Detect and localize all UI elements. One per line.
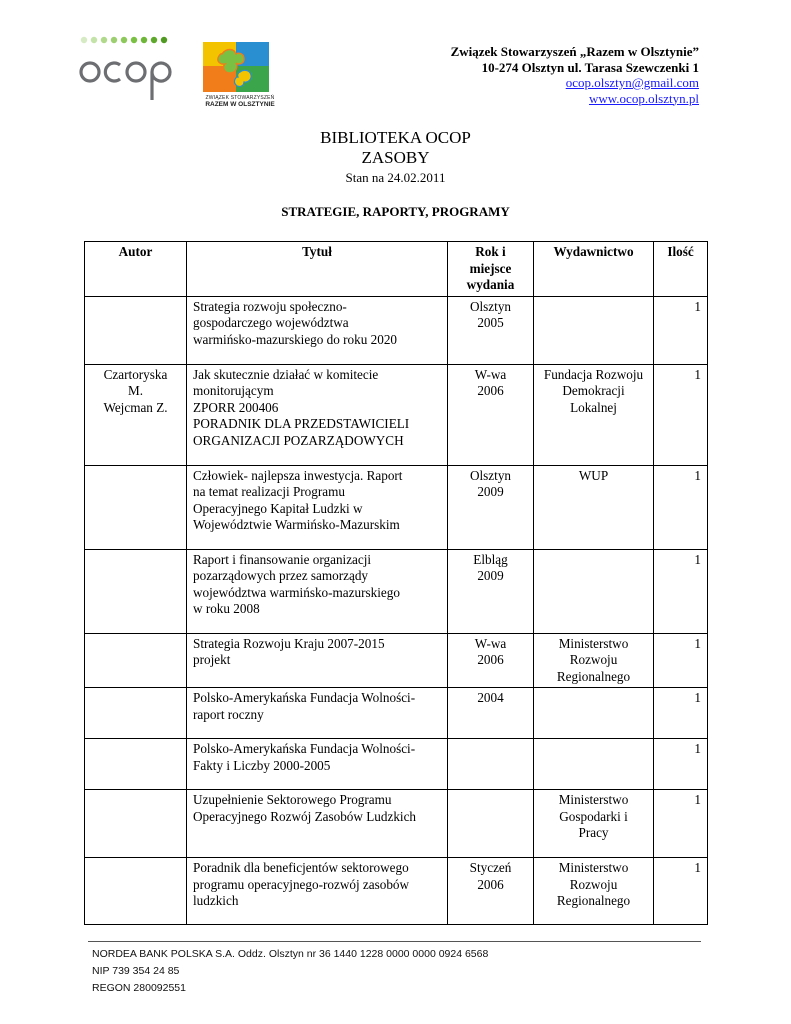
cell-author bbox=[85, 549, 187, 633]
cell-author bbox=[85, 364, 187, 465]
cell-publisher bbox=[534, 633, 654, 688]
cell-publisher-line: Regionalnego bbox=[556, 893, 631, 908]
cell-year-place-line: 2006 bbox=[477, 652, 504, 667]
association-caption bbox=[200, 96, 280, 109]
cell-author bbox=[85, 465, 187, 549]
cell-publisher bbox=[534, 688, 654, 739]
cell-title-line: Człowiek- najlepsza inwestycja. Raport bbox=[193, 467, 403, 483]
footer bbox=[92, 946, 488, 997]
cell-quantity: 1 bbox=[654, 790, 708, 858]
cell-publisher bbox=[534, 739, 654, 790]
cell-title-line: Uzupełnienie Sektorowego Programu bbox=[193, 792, 392, 807]
cell-publisher-line: WUP bbox=[578, 467, 609, 483]
cell-publisher-line: Gospodarki i bbox=[559, 808, 628, 824]
cell-title-line: Raport i finansowanie organizacji bbox=[193, 551, 372, 567]
cell-title-line: Województwie Warmińsko-Mazurskim bbox=[193, 517, 400, 532]
table-body bbox=[85, 296, 708, 925]
cell-title bbox=[187, 364, 448, 465]
association-caption-line2: RAZEM W OLSZTYNIE bbox=[205, 101, 275, 108]
cell-publisher bbox=[534, 465, 654, 549]
cell-quantity: 1 bbox=[654, 549, 708, 633]
cell-publisher-line: Ministerstwo bbox=[558, 860, 629, 875]
cell-year-place bbox=[448, 688, 534, 739]
cell-title-line: monitorującym bbox=[193, 383, 274, 398]
cell-year-place-line: 2009 bbox=[477, 568, 504, 583]
cell-author bbox=[85, 633, 187, 688]
table-header-row bbox=[85, 242, 708, 297]
cell-title-line: ludzkich bbox=[193, 893, 239, 908]
header-title: Tytuł bbox=[187, 242, 448, 297]
cell-title-line: Polsko-Amerykańska Fundacja Wolności- bbox=[193, 741, 416, 756]
cell-publisher-line: Rozwoju bbox=[569, 652, 618, 667]
header-author: Autor bbox=[85, 242, 187, 297]
cell-publisher-line: Ministerstwo bbox=[558, 792, 629, 807]
cell-title-line: Strategia Rozwoju Kraju 2007-2015 bbox=[193, 635, 385, 651]
ocop-logo bbox=[78, 34, 174, 106]
cell-year-place bbox=[448, 465, 534, 549]
header-quantity: Ilość bbox=[654, 242, 708, 297]
cell-year-place-line: 2005 bbox=[477, 315, 504, 330]
cell-publisher bbox=[534, 790, 654, 858]
cell-title-line: na temat realizacji Programu bbox=[193, 484, 345, 499]
cell-title-line: województwa warmińsko-mazurskiego bbox=[193, 584, 400, 600]
header-year-place bbox=[448, 242, 534, 297]
cell-author bbox=[85, 739, 187, 790]
cell-year-place-line: 2006 bbox=[477, 876, 504, 892]
cell-title-line: Operacyjnego Rozwój Zasobów Ludzkich bbox=[193, 808, 417, 824]
cell-title-line: Jak skutecznie działać w komitecie bbox=[193, 366, 379, 382]
cell-title-line: programu operacyjnego-rozwój zasobów bbox=[193, 876, 410, 892]
cell-quantity: 1 bbox=[654, 364, 708, 465]
cell-title bbox=[187, 296, 448, 364]
footer-nip: NIP 739 354 24 85 bbox=[92, 965, 180, 977]
cell-title bbox=[187, 858, 448, 925]
ocop-dots bbox=[81, 37, 167, 43]
table-row bbox=[85, 858, 708, 925]
cell-publisher bbox=[534, 858, 654, 925]
cell-publisher-line: Regionalnego bbox=[556, 668, 631, 684]
cell-year-place bbox=[448, 549, 534, 633]
cell-title bbox=[187, 633, 448, 688]
cell-year-place-line: Olsztyn bbox=[469, 298, 512, 314]
association-caption-line1: ZWIĄZEK STOWARZYSZEŃ bbox=[205, 95, 275, 101]
cell-title bbox=[187, 739, 448, 790]
table-row bbox=[85, 549, 708, 633]
cell-quantity: 1 bbox=[654, 633, 708, 688]
cell-publisher-line: Pracy bbox=[578, 825, 609, 840]
cell-quantity: 1 bbox=[654, 858, 708, 925]
cell-publisher-line: Demokracji bbox=[562, 383, 625, 398]
table-row bbox=[85, 790, 708, 858]
cell-title-line: ZPORR 200406 bbox=[193, 399, 279, 415]
cell-title-line: warmińsko-mazurskiego do roku 2020 bbox=[193, 331, 398, 347]
cell-publisher-line: Lokalnej bbox=[570, 399, 617, 415]
title-line2: ZASOBY bbox=[361, 148, 430, 167]
email-link[interactable]: ocop.olsztyn@gmail.com bbox=[565, 75, 699, 90]
cell-author-line: Czartoryska bbox=[103, 366, 168, 382]
cell-quantity: 1 bbox=[654, 465, 708, 549]
cell-title-line: PORADNIK DLA PRZEDSTAWICIELI bbox=[193, 416, 410, 431]
cell-title-line: Strategia rozwoju społeczno- bbox=[193, 298, 347, 314]
cell-year-place bbox=[448, 790, 534, 858]
organization-info bbox=[451, 44, 699, 106]
cell-year-place-line: Olsztyn bbox=[469, 467, 512, 483]
cell-publisher bbox=[534, 549, 654, 633]
org-address: 10-274 Olsztyn ul. Tarasa Szewczenki 1 bbox=[481, 59, 699, 75]
cell-quantity: 1 bbox=[654, 739, 708, 790]
header-year-place-line: miejsce bbox=[469, 260, 512, 276]
table-row bbox=[85, 465, 708, 549]
table-row bbox=[85, 739, 708, 790]
footer-divider bbox=[88, 941, 701, 942]
cell-author bbox=[85, 688, 187, 739]
cell-publisher-line: Ministerstwo bbox=[558, 635, 629, 651]
cell-title-line: raport roczny bbox=[193, 706, 264, 722]
cell-publisher-line: Rozwoju bbox=[569, 876, 618, 892]
table-row bbox=[85, 688, 708, 739]
header-publisher: Wydawnictwo bbox=[534, 242, 654, 297]
cell-author bbox=[85, 296, 187, 364]
org-name: Związek Stowarzyszeń „Razem w Olsztynie” bbox=[450, 44, 699, 59]
footer-bank: NORDEA BANK POLSKA S.A. Oddz. Olsztyn nr 36 1440 1228 0000 0000 0924 6568 bbox=[92, 948, 489, 960]
cell-title bbox=[187, 549, 448, 633]
table-row bbox=[85, 296, 708, 364]
cell-publisher bbox=[534, 364, 654, 465]
cell-title-line: pozarządowych przez samorządy bbox=[193, 568, 369, 583]
cell-author bbox=[85, 858, 187, 925]
cell-title-line: w roku 2008 bbox=[193, 601, 260, 616]
cell-quantity: 1 bbox=[654, 296, 708, 364]
cell-title-line: Fakty i Liczby 2000-2005 bbox=[193, 757, 331, 773]
cell-year-place-line: 2004 bbox=[477, 690, 504, 705]
section-heading: STRATEGIE, RAPORTY, PROGRAMY bbox=[281, 204, 510, 219]
cell-quantity: 1 bbox=[654, 688, 708, 739]
document-title bbox=[0, 128, 791, 186]
table-row bbox=[85, 364, 708, 465]
cell-publisher-line: Fundacja Rozwoju bbox=[543, 366, 644, 382]
cell-year-place-line: 2009 bbox=[477, 484, 504, 499]
cell-author bbox=[85, 790, 187, 858]
cell-year-place bbox=[448, 364, 534, 465]
cell-title bbox=[187, 790, 448, 858]
cell-year-place-line: W-wa bbox=[474, 635, 507, 651]
cell-publisher bbox=[534, 296, 654, 364]
status-date: Stan na 24.02.2011 bbox=[345, 170, 446, 185]
cell-year-place bbox=[448, 739, 534, 790]
header-year-place-line: wydania bbox=[466, 277, 515, 292]
cell-title-line: Operacyjnego Kapitał Ludzki w bbox=[193, 500, 363, 516]
cell-year-place-line: 2006 bbox=[477, 383, 504, 398]
header-year-place-line: Rok i bbox=[475, 244, 506, 259]
cell-year-place bbox=[448, 858, 534, 925]
cell-title bbox=[187, 465, 448, 549]
cell-author-line: M. bbox=[127, 383, 144, 398]
title-line1: BIBLIOTEKA OCOP bbox=[320, 128, 471, 147]
cell-title bbox=[187, 688, 448, 739]
footer-regon: REGON 280092551 bbox=[92, 982, 186, 994]
cell-title-line: gospodarczego województwa bbox=[193, 315, 349, 330]
cell-year-place-line: W-wa bbox=[474, 366, 507, 382]
website-link[interactable]: www.ocop.olsztyn.pl bbox=[588, 90, 699, 106]
cell-year-place-line: Styczeń bbox=[469, 860, 512, 875]
cell-author-line: Wejcman Z. bbox=[103, 399, 168, 415]
cell-title-line: Poradnik dla beneficjentów sektorowego bbox=[193, 860, 409, 875]
library-table bbox=[84, 241, 708, 925]
cell-year-place bbox=[448, 296, 534, 364]
cell-title-line: ORGANIZACJI POZARZĄDOWYCH bbox=[193, 432, 404, 448]
table-row bbox=[85, 633, 708, 688]
cell-title-line: projekt bbox=[193, 652, 231, 667]
cell-title-line: Polsko-Amerykańska Fundacja Wolności- bbox=[193, 690, 416, 705]
cell-year-place-line: Elbląg bbox=[473, 551, 508, 567]
cell-year-place bbox=[448, 633, 534, 688]
